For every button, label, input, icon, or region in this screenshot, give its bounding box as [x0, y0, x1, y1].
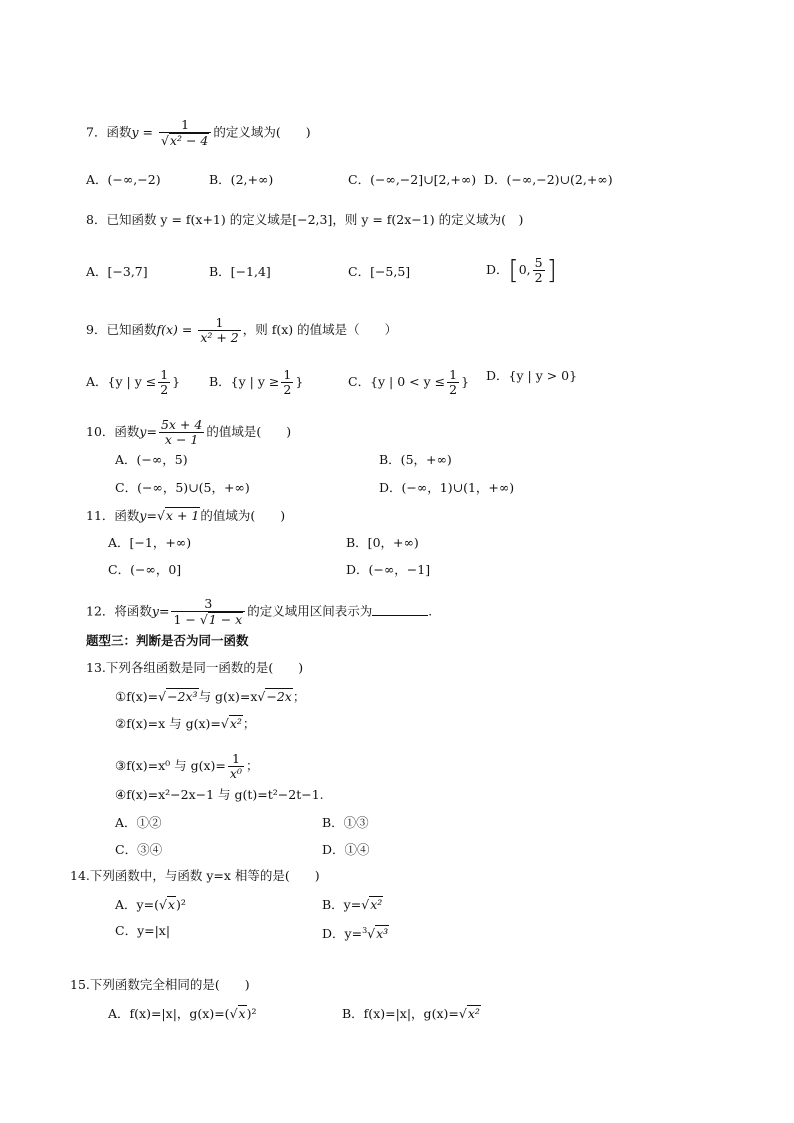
q9-option-c-numerator: 1: [449, 367, 458, 382]
q13-item-1-radicand: −2x³: [167, 689, 198, 704]
q13-item-3-numerator: 1: [231, 751, 240, 766]
q12-lhs: y=: [151, 603, 170, 619]
q7-radicand: x² − 4: [169, 133, 209, 148]
q7-option-a: A．(−∞,−2): [86, 172, 161, 187]
q13-item-3: [115, 752, 258, 781]
q12-denominator: 1 − √1 − x: [171, 611, 245, 627]
q13-item-3-end: ；: [245, 758, 259, 773]
q9-option-a-prefix: A．{y | y ≤: [86, 374, 157, 389]
q9-denominator: x² + 2: [200, 330, 239, 345]
q14-option-d-prefix: D．y=: [322, 926, 363, 942]
q9-option-b-prefix: B．{y | y ≥: [209, 374, 280, 389]
q9-fraction: [198, 316, 240, 345]
q12-end: .: [428, 603, 433, 619]
q9-option-a-fraction: [158, 368, 170, 397]
q12-radicand: 1 − x: [208, 612, 243, 627]
q8-option-d-start: 0,: [518, 262, 531, 277]
q7-fraction: [159, 118, 211, 148]
q9-option-b-suffix: }: [295, 374, 304, 389]
q8-option-c: C．[−5,5]: [348, 264, 411, 279]
q8-option-d-denominator: 2: [534, 270, 543, 285]
q14-option-a-suffix: )²: [175, 897, 186, 912]
q12-stem-prefix: 12．将函数: [86, 603, 152, 619]
q7-stem-prefix: 7．函数: [86, 124, 132, 140]
q14-option-b-radicand: x²: [370, 897, 383, 912]
q10-option-b: B．(5，+∞): [379, 452, 452, 467]
q10-option-c: C．(−∞，5)∪(5，+∞): [115, 480, 250, 495]
q11-option-b: B．[0，+∞): [346, 535, 419, 550]
q12-numerator: 3: [204, 596, 213, 611]
q9-stem-suffix: ，则 f(x) 的值域是（ ）: [242, 322, 398, 337]
q11-stem-prefix: 11．函数: [86, 508, 140, 523]
q7-stem: [86, 118, 311, 148]
q9-option-c-prefix: C．{y | 0 < y ≤: [348, 374, 446, 389]
section-heading: 题型三：判断是否为同一函数: [86, 633, 249, 648]
q10-lhs: y=: [139, 424, 157, 439]
q11-option-d: D．(−∞，−1]: [346, 562, 431, 577]
q13-item-3-prefix: ③f(x)=x⁰ 与 g(x)=: [115, 758, 226, 773]
q14-option-b: B．y=√x²: [322, 897, 383, 912]
q7-option-b: B．(2,+∞): [209, 172, 274, 187]
q14-option-a: A．y=(√x)²: [115, 897, 186, 912]
q9-option-c-denominator: 2: [449, 382, 458, 397]
q10-option-a: A．(−∞，5): [115, 452, 188, 467]
q15-option-a-radicand: x: [238, 1006, 246, 1021]
q11-radicand: x + 1: [165, 508, 200, 523]
q9-option-a-denominator: 2: [160, 382, 169, 397]
q14-option-a-prefix: A．y=(: [115, 897, 159, 912]
q12-fraction: [171, 597, 245, 627]
q14-option-d-radicand: x³: [376, 926, 389, 942]
q8-option-d-numerator: 5: [534, 255, 543, 270]
q15-option-b: B．f(x)=|x|，g(x)=√x²: [342, 1006, 480, 1021]
q13-item-2-end: ；: [242, 716, 256, 731]
q9-option-c-suffix: }: [461, 374, 470, 389]
q15-option-a: A．f(x)=|x|，g(x)=(√x)²: [108, 1006, 257, 1021]
q12-stem-suffix: 的定义域用区间表示为: [247, 603, 373, 619]
q15-option-a-prefix: A．f(x)=|x|，g(x)=(: [108, 1006, 230, 1021]
q8-stem: 8．已知函数 y = f(x+1) 的定义域是[−2,3]，则 y = f(2x−1) 的定义域为( ): [86, 212, 524, 227]
q14-option-a-radicand: x: [167, 897, 175, 912]
q13-item-4: ④f(x)=x²−2x−1 与 g(t)=t²−2t−1.: [115, 787, 324, 802]
q11-stem: 11．函数y=√x + 1的值域为( ): [86, 508, 286, 523]
q13-stem: 13.下列各组函数是同一函数的是( ): [86, 660, 304, 675]
q12-answer-blank[interactable]: [372, 603, 428, 616]
q7-numerator: 1: [181, 117, 190, 132]
q14-option-d: D．y=$^3$√x³: [322, 926, 389, 942]
q13-item-1-prefix: ①f(x)=: [115, 689, 159, 704]
q7-option-d: D．(−∞,−2)∪(2,+∞): [484, 172, 613, 187]
q11-option-c: C．(−∞，0]: [108, 562, 182, 577]
q8-option-a: A．[−3,7]: [86, 264, 148, 279]
q7-denominator: √x² − 4: [159, 132, 211, 148]
q15-option-b-radicand: x²: [467, 1006, 480, 1021]
q11-option-a: A．[−1，+∞): [108, 535, 192, 550]
q10-stem: [86, 418, 291, 447]
q13-item-1-radicand-2: −2x: [266, 689, 292, 704]
q9-option-b-fraction: [281, 368, 293, 397]
q13-item-1-middle: 与 g(x)=x: [198, 689, 258, 704]
q11-lhs: y=: [139, 508, 157, 523]
q10-denominator: x − 1: [159, 432, 204, 447]
q13-item-2: ②f(x)=x 与 g(x)=√x²；: [115, 716, 256, 731]
q7-lhs: y =: [131, 124, 157, 140]
q13-option-b: B．①③: [322, 815, 369, 830]
q13-item-1: ①f(x)=√−2x³与 g(x)=x√−2x；: [115, 689, 306, 704]
q10-fraction: [159, 418, 204, 447]
q9-option-a-numerator: 1: [160, 367, 169, 382]
q9-lhs: f(x) =: [156, 322, 197, 337]
q9-option-b: [209, 368, 303, 397]
q9-option-c: [348, 368, 469, 397]
q9-option-d: D．{y | y > 0}: [486, 368, 578, 383]
q10-option-d: D．(−∞，1)∪(1，+∞): [379, 480, 515, 495]
q9-option-a-suffix: }: [172, 374, 181, 389]
q11-stem-suffix: 的值域为( ): [200, 508, 286, 523]
q9-stem: [86, 316, 397, 345]
q15-option-b-prefix: B．f(x)=|x|，g(x)=: [342, 1006, 459, 1021]
q8-option-d-fraction: [533, 256, 545, 285]
q13-item-3-denominator: x⁰: [229, 766, 242, 781]
q13-item-1-end: ；: [292, 689, 306, 704]
q15-stem: 15.下列函数完全相同的是( ): [70, 977, 250, 992]
q9-option-b-numerator: 1: [283, 367, 292, 382]
q8-option-d: D．[0, $\frac{5}{2}$ ]: [486, 255, 557, 286]
q13-option-c: C．③④: [115, 842, 163, 857]
q13-option-a: A．①②: [115, 815, 162, 830]
q9-option-a: [86, 368, 180, 397]
q7-stem-suffix: 的定义域为( ): [213, 124, 311, 140]
q9-option-b-denominator: 2: [283, 382, 292, 397]
q9-option-c-fraction: [447, 368, 459, 397]
q9-numerator: 1: [215, 315, 224, 330]
q14-stem: 14.下列函数中，与函数 y=x 相等的是( ): [70, 868, 320, 883]
q14-option-b-prefix: B．y=: [322, 897, 362, 912]
q12-stem: [86, 597, 432, 627]
q10-stem-prefix: 10．函数: [86, 424, 140, 439]
q15-option-a-suffix: )²: [246, 1006, 257, 1021]
q13-item-3-fraction: [228, 752, 244, 781]
q13-option-d: D．①④: [322, 842, 370, 857]
q13-item-2-prefix: ②f(x)=x 与 g(x)=: [115, 716, 221, 731]
q13-item-2-radicand: x²: [229, 716, 242, 731]
q10-numerator: 5x + 4: [160, 417, 203, 432]
q14-option-c: C．y=|x|: [115, 923, 171, 938]
q10-stem-suffix: 的值域是( ): [206, 424, 292, 439]
q14-option-d-root-index: 3: [362, 926, 368, 935]
q8-option-d-label: D．: [486, 262, 509, 277]
q7-option-c: C．(−∞,−2]∪[2,+∞): [348, 172, 477, 187]
q8-option-b: B．[−1,4]: [209, 264, 271, 279]
q12-denominator-prefix: 1 −: [173, 612, 200, 627]
q9-stem-prefix: 9．已知函数: [86, 322, 157, 337]
